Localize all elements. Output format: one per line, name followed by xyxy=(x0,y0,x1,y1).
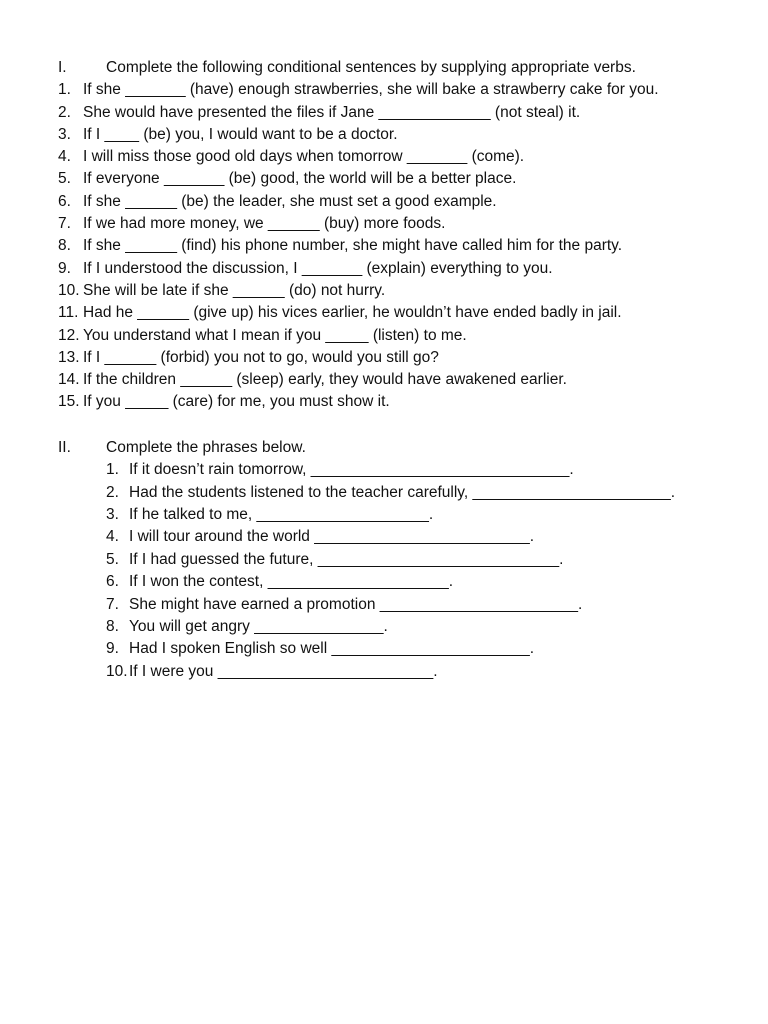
item-number: 3. xyxy=(106,506,119,524)
item-text: Had he ______ (give up) his vices earlier, he wouldn’t have ended badly in jail. xyxy=(83,304,622,322)
section-heading xyxy=(58,437,748,459)
item-number: 8. xyxy=(106,618,119,636)
item-text: If I ______ (forbid) you not to go, would you still go? xyxy=(83,348,439,366)
section-numeral: II. xyxy=(58,439,71,456)
sentence-item xyxy=(58,258,748,280)
item-number: 3. xyxy=(58,125,71,143)
item-number: 10. xyxy=(58,281,80,299)
sentence-item xyxy=(58,213,748,235)
sentence-item xyxy=(58,280,748,302)
item-number: 7. xyxy=(58,215,71,233)
item-number: 9. xyxy=(58,259,71,277)
item-text: She will be late if she ______ (do) not hurry. xyxy=(83,281,386,299)
item-text: If I ____ (be) you, I would want to be a doctor. xyxy=(83,125,398,143)
sentence-item xyxy=(58,302,748,324)
item-text: She might have earned a promotion _______________________. xyxy=(129,595,583,613)
sentence-item xyxy=(58,235,748,257)
item-text: If I had guessed the future, ____________________________. xyxy=(129,550,564,568)
item-number: 9. xyxy=(106,640,119,658)
item-number: 14. xyxy=(58,371,80,389)
item-number: 1. xyxy=(106,461,119,479)
item-number: 10. xyxy=(106,662,128,680)
item-number: 11. xyxy=(58,304,79,322)
item-text: I will tour around the world _________________________. xyxy=(129,528,535,546)
sentence-item xyxy=(58,102,748,124)
item-text: If I were you _________________________. xyxy=(129,662,438,680)
sentence-item xyxy=(58,347,748,369)
phrase-item xyxy=(106,616,748,638)
sentence-item xyxy=(58,79,748,101)
item-text: If it doesn’t rain tomorrow, ______________________________. xyxy=(129,461,574,479)
item-number: 7. xyxy=(106,595,119,613)
item-number: 6. xyxy=(106,573,119,591)
item-number: 4. xyxy=(106,528,119,546)
sentence-item xyxy=(58,391,748,413)
section-numeral: I. xyxy=(58,59,67,76)
item-number: 2. xyxy=(106,483,119,501)
item-number: 6. xyxy=(58,192,71,210)
item-text: If the children ______ (sleep) early, they would have awakened earlier. xyxy=(83,371,567,389)
sentence-item xyxy=(58,146,748,168)
sentence-item xyxy=(58,168,748,190)
phrase-item xyxy=(106,482,748,504)
phrase-item xyxy=(106,638,748,660)
item-text: You will get angry _______________. xyxy=(129,618,388,636)
item-number: 4. xyxy=(58,148,71,166)
item-text: If I understood the discussion, I _______ (explain) everything to you. xyxy=(83,259,553,277)
phrase-item xyxy=(106,504,748,526)
item-text: If she ______ (find) his phone number, she might have called him for the party. xyxy=(83,237,623,255)
phrase-item xyxy=(106,459,748,481)
item-number: 12. xyxy=(58,326,80,344)
section-instruction: Complete the phrases below. xyxy=(106,439,306,456)
item-text: If he talked to me, ____________________. xyxy=(129,506,434,524)
item-text: Had the students listened to the teacher carefully, _______________________. xyxy=(129,483,676,501)
item-text: Had I spoken English so well _______________________. xyxy=(129,640,535,658)
sentence-list xyxy=(58,79,748,413)
phrase-item xyxy=(106,549,748,571)
item-number: 15. xyxy=(58,393,80,411)
sentence-item xyxy=(58,124,748,146)
item-text: If I won the contest, _____________________. xyxy=(129,573,454,591)
phrase-item xyxy=(106,661,748,683)
sentence-item xyxy=(58,325,748,347)
item-text: If we had more money, we ______ (buy) more foods. xyxy=(83,215,446,233)
item-number: 2. xyxy=(58,103,71,121)
section-complete-phrases xyxy=(58,437,748,683)
item-text: I will miss those good old days when tomorrow _______ (come). xyxy=(83,148,525,166)
phrase-list xyxy=(106,459,748,683)
section-instruction: Complete the following conditional sentences by supplying appropriate verbs. xyxy=(106,59,636,76)
item-text: If she ______ (be) the leader, she must set a good example. xyxy=(83,192,497,210)
item-text: If everyone _______ (be) good, the world will be a better place. xyxy=(83,170,517,188)
item-number: 1. xyxy=(58,81,71,99)
sentence-item xyxy=(58,369,748,391)
section-conditional-verbs xyxy=(58,57,748,414)
item-number: 5. xyxy=(106,550,119,568)
phrase-item xyxy=(106,526,748,548)
item-text: If she _______ (have) enough strawberries, she will bake a strawberry cake for you. xyxy=(83,81,659,99)
item-number: 13. xyxy=(58,348,80,366)
item-text: You understand what I mean if you _____ (listen) to me. xyxy=(83,326,467,344)
item-number: 5. xyxy=(58,170,71,188)
item-text: If you _____ (care) for me, you must show it. xyxy=(83,393,390,411)
sentence-item xyxy=(58,191,748,213)
section-heading xyxy=(58,57,748,79)
phrase-item xyxy=(106,594,748,616)
item-number: 8. xyxy=(58,237,71,255)
item-text: She would have presented the files if Jane _____________ (not steal) it. xyxy=(83,103,581,121)
phrase-item xyxy=(106,571,748,593)
